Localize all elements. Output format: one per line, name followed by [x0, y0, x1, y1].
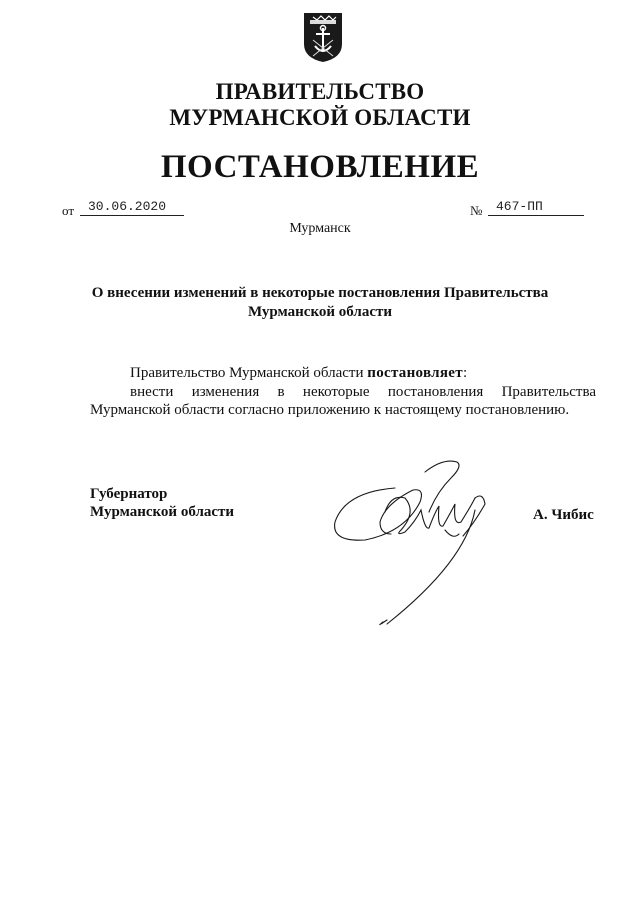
signer-title-line2: Мурманской области: [90, 504, 235, 520]
number-prefix: №: [470, 203, 483, 218]
number-value: 467-ПП: [488, 200, 584, 216]
body-p1-bold: постановляет: [367, 365, 463, 381]
signer-title-line1: Губернатор: [90, 486, 168, 502]
body-p1-end: :: [462, 365, 468, 381]
body-paragraph-2-line2: Мурманской области согласно приложению к настоящему постановлению.: [90, 402, 570, 418]
body-paragraph-2-line1: внести изменения в некоторые постановления Правительства: [130, 384, 596, 400]
subject-line1: О внесении изменений в некоторые постановления Правительства: [91, 285, 549, 301]
coat-of-arms-icon: [301, 10, 345, 64]
authority-name-line2: МУРМАНСКОЙ ОБЛАСТИ: [169, 105, 471, 130]
date-prefix: от: [62, 203, 75, 218]
subject-line2: Мурманской области: [247, 304, 393, 320]
authority-name-line1: ПРАВИТЕЛЬСТВО: [215, 79, 425, 104]
body-p1-start: Правительство Мурманской области: [130, 365, 368, 381]
signer-name: А. Чибис: [533, 507, 594, 523]
document-type-title: ПОСТАНОВЛЕНИЕ: [160, 149, 480, 185]
date-value: 30.06.2020: [80, 200, 184, 216]
body-paragraph-1: [130, 364, 467, 383]
city-name: Мурманск: [289, 221, 351, 236]
signature-icon: [325, 452, 510, 632]
